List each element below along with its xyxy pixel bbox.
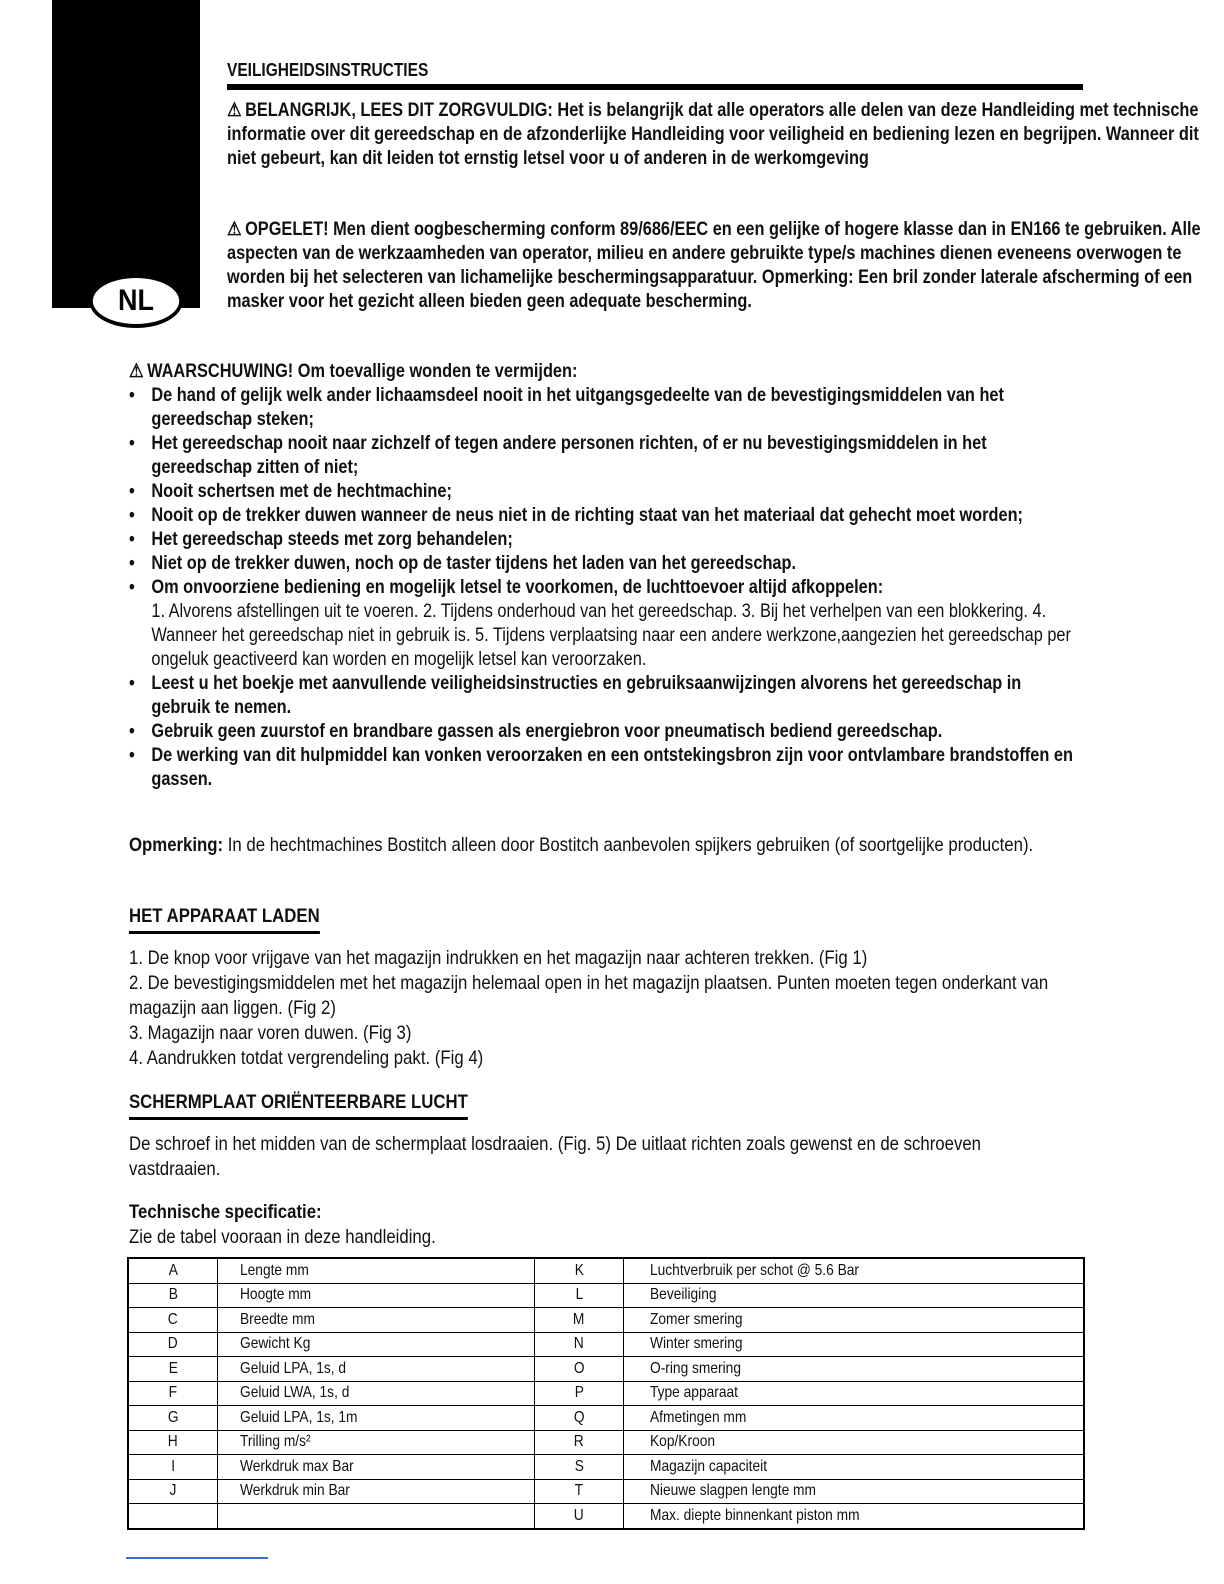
table-row: A Lengte mm K Luchtverbruik per schot @ 5.6 Bar <box>128 1258 1084 1283</box>
list-item: • De werking van dit hulpmiddel kan vonken veroorzaken en een ontstekingsbron zijn voor ontvlambare brandstoffen en gassen. <box>129 745 1073 790</box>
exhaust-section <box>129 1090 1224 1182</box>
exhaust-text: De schroef in het midden van de schermplaat losdraaien. (Fig. 5) De uitlaat richten zoals gewenst en de schroeven vastdraaien. <box>129 1133 982 1180</box>
disconnect-detail: 1. Alvorens afstellingen uit te voeren. 2. Tijdens onderhoud van het gereedschap. 3. Bij het verhelpen van een blokkering. 4. Wanneer het gereedschap niet in gebruik is. 5. Tijdens verplaatsing naar een andere werkzone,aangezien het gereedschap per ongeluk geactiveerd kan worden en mogelijk letsel kan veroorzaken. <box>151 601 1071 670</box>
note-paragraph <box>129 833 1224 858</box>
list-item: • Gebruik geen zuurstof en brandbare gassen als energiebron voor pneumatisch bediend gereedschap. <box>129 721 943 742</box>
table-row: B Hoogte mm L Beveiliging <box>128 1283 1084 1308</box>
table-row: J Werkdruk min Bar T Nieuwe slagpen lengte mm <box>128 1479 1084 1504</box>
loading-section <box>129 904 1224 1071</box>
important-text: BELANGRIJK, LEES DIT ZORGVULDIG: Het is belangrijk dat alle operators alle delen van deze Handleiding met technische informatie over dit gereedschap en de afzonderlijke Handleiding voor veiligheid en bediening lezen en begrijpen. Wanneer dit niet gebeurt, kan dit leiden tot ernstig letsel voor u of anderen in de werkomgeving <box>227 100 1199 169</box>
warning-heading: ⚠ WAARSCHUWING! Om toevallige wonden te vermijden: <box>129 361 578 382</box>
exhaust-heading: SCHERMPLAAT ORIËNTEERBARE LUCHT <box>129 1090 468 1120</box>
list-item: 4. Aandrukken totdat vergrendeling pakt. (Fig 4) <box>129 1047 484 1069</box>
table-row: E Geluid LPA, 1s, d O O-ring smering <box>128 1357 1084 1382</box>
warning-list <box>129 384 1084 792</box>
table-row: D Gewicht Kg N Winter smering <box>128 1332 1084 1357</box>
list-item: 3. Magazijn naar voren duwen. (Fig 3) <box>129 1022 412 1044</box>
warning-triangle-icon: ⚠ <box>129 361 144 382</box>
note-text: In de hechtmachines Bostitch alleen door Bostitch aanbevolen spijkers gebruiken (of soortgelijke producten). <box>223 834 1034 856</box>
list-item: • De hand of gelijk welk ander lichaamsdeel nooit in het uitgangsgedeelte van de bevestigingsmiddelen van het gereedschap steken; <box>129 385 1004 430</box>
list-item: 2. De bevestigingsmiddelen met het magazijn helemaal open in het magazijn plaatsen. Punten moeten tegen onderkant van magazijn aan liggen. (Fig 2) <box>129 972 1049 1019</box>
list-item: • Niet op de trekker duwen, noch op de taster tijdens het laden van het gereedschap. <box>129 553 797 574</box>
list-item: • Om onvoorziene bediening en mogelijk letsel te voorkomen, de luchttoevoer altijd afkoppelen: 1. Alvorens afstellingen uit te voeren. 2. Tijdens onderhoud van het gereedschap. 3. Bij het verhelpen van een blokkering. 4. Wanneer het gereedschap niet in gebruik is. 5. Tijdens verplaatsing naar een andere werkzone,aangezien het gereedschap per ongeluk geactiveerd kan worden en mogelijk letsel kan veroorzaken. <box>129 577 1071 670</box>
specs-heading: Technische specificatie: <box>129 1201 322 1223</box>
footer-rule <box>126 1557 268 1559</box>
safety-heading: VEILIGHEIDSINSTRUCTIES <box>227 60 429 80</box>
table-row: F Geluid LWA, 1s, d P Type apparaat <box>128 1381 1084 1406</box>
specs-section <box>129 1200 1224 1250</box>
specs-text: Zie de tabel vooraan in deze handleiding. <box>129 1226 436 1248</box>
list-item: • Leest u het boekje met aanvullende veiligheidsinstructies en gebruiksaanwijzingen alvorens het gereedschap in gebruik te nemen. <box>129 673 1022 718</box>
note-label: Opmerking: <box>129 834 224 856</box>
heading-rule <box>227 84 1083 90</box>
language-badge: NL <box>89 274 183 328</box>
warning-triangle-icon: ⚠ <box>227 219 242 240</box>
table-row: U Max. diepte binnenkant piston mm <box>128 1504 1084 1529</box>
loading-heading: HET APPARAAT LADEN <box>129 904 320 934</box>
table-row: I Werkdruk max Bar S Magazijn capaciteit <box>128 1455 1084 1480</box>
caution-text: OPGELET! Men dient oogbescherming conform 89/686/EEC en een gelijke of hogere klasse dan in EN166 te gebruiken. Alle aspecten van de werkzaamheden van operator, milieu en andere gebruikte type/s machines dienen eveneens overwogen te worden bij het selecteren van lichamelijke beschermingsapparatuur. Opmerking: Een bril zonder laterale afscherming of een masker voor het gezicht alleen bieden geen adequate bescherming. <box>227 219 1201 312</box>
list-item: • Het gereedschap steeds met zorg behandelen; <box>129 529 513 550</box>
warning-triangle-icon: ⚠ <box>227 100 242 121</box>
spec-table <box>127 1257 1085 1530</box>
list-item: 1. De knop voor vrijgave van het magazijn indrukken en het magazijn naar achteren trekken. (Fig 1) <box>129 947 868 969</box>
table-row: H Trilling m/s² R Kop/Kroon <box>128 1430 1084 1455</box>
list-item: • Nooit op de trekker duwen wanneer de neus niet in de richting staat van het materiaal dat gehecht moet worden; <box>129 505 1023 526</box>
warning-list-section <box>129 360 1224 792</box>
important-paragraph <box>227 99 1222 171</box>
table-row: C Breedte mm M Zomer smering <box>128 1308 1084 1333</box>
table-row: G Geluid LPA, 1s, 1m Q Afmetingen mm <box>128 1406 1084 1431</box>
list-item: • Het gereedschap nooit naar zichzelf of tegen andere personen richten, of er nu bevestigingsmiddelen in het gereedschap zitten of niet; <box>129 433 987 478</box>
list-item: • Nooit schertsen met de hechtmachine; <box>129 481 452 502</box>
language-side-tab <box>52 0 200 308</box>
caution-paragraph <box>227 218 1222 314</box>
